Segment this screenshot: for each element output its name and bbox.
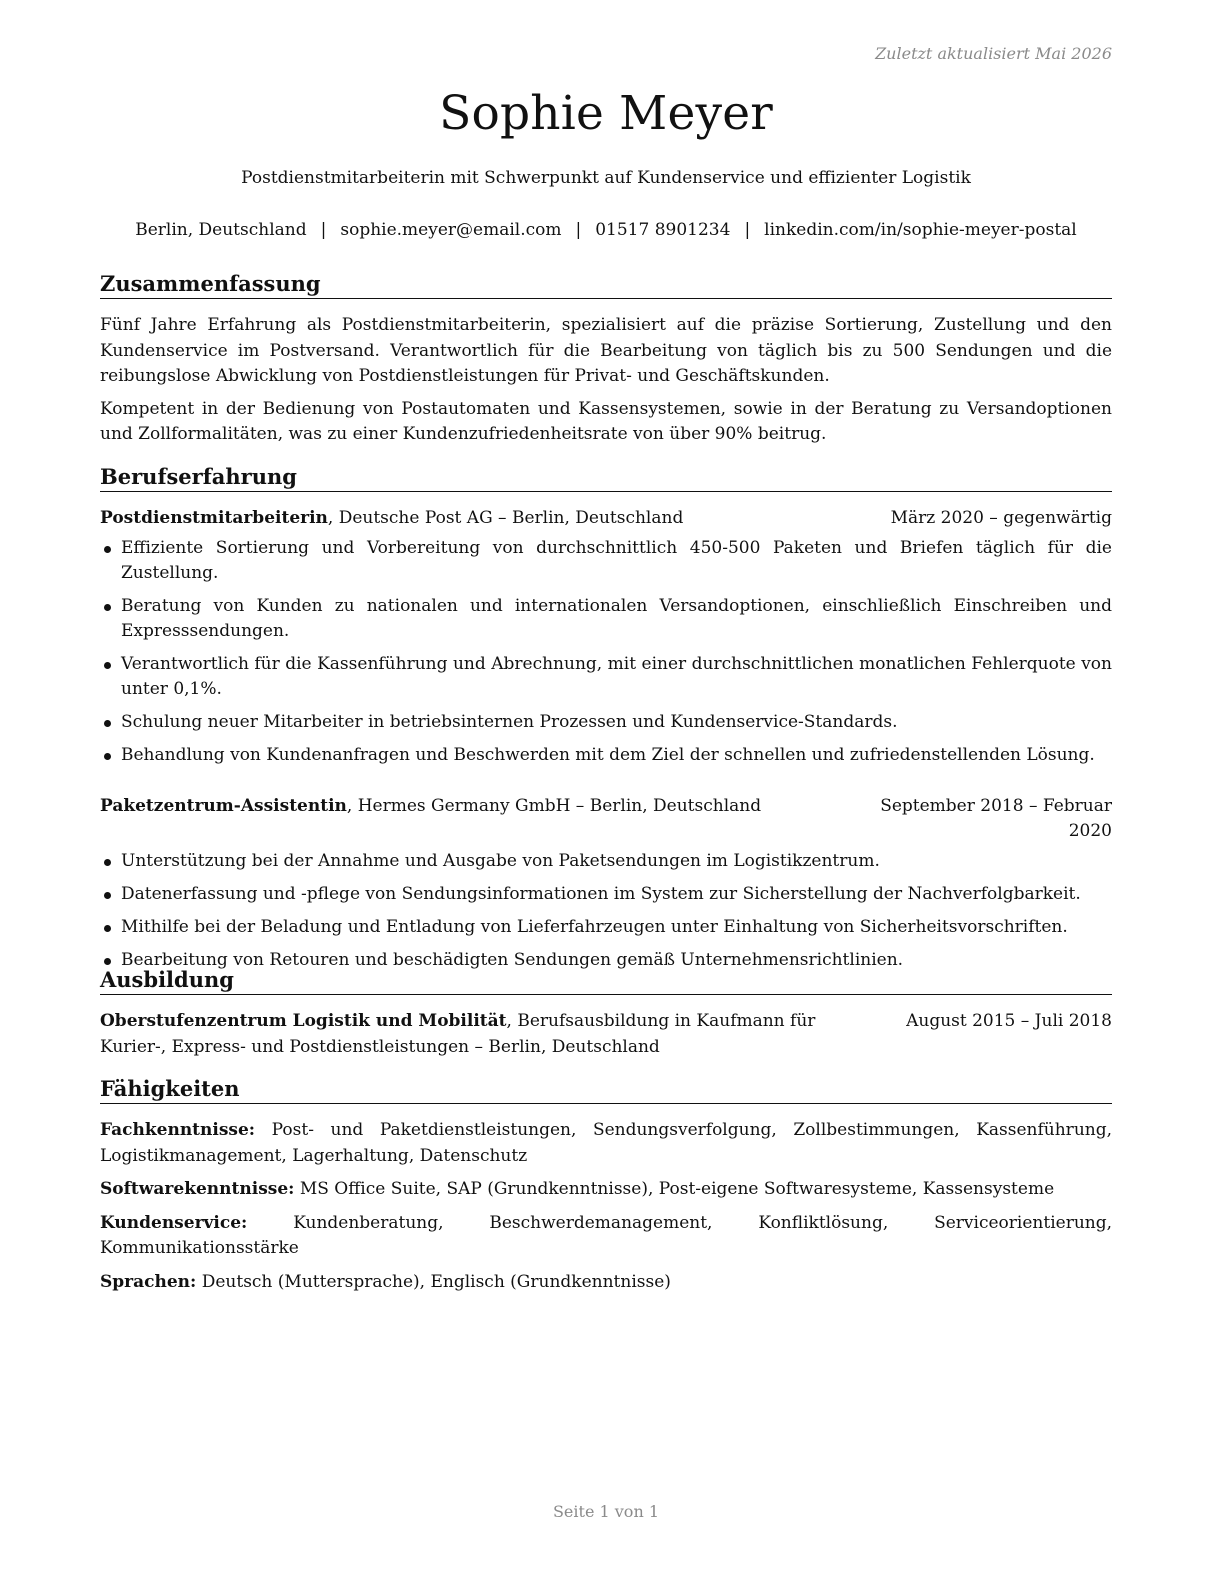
bullet-text: Unterstützung bei der Annahme und Ausgabe von Paketsendungen im Logistikzentrum. <box>121 850 880 871</box>
education-section <box>100 967 1112 1060</box>
experience-section <box>100 464 1112 973</box>
skill-label: Kundenservice: <box>100 1212 248 1233</box>
page-number: Seite 1 von 1 <box>552 1502 660 1521</box>
job-header <box>100 794 1112 845</box>
contact-line <box>100 220 1112 240</box>
bullet-text: Schulung neuer Mitarbeiter in betriebsinternen Prozessen und Kundenservice-Standards. <box>121 711 898 732</box>
job-header <box>100 506 1112 532</box>
bullet-text: Bearbeitung von Retouren und beschädigten Sendungen gemäß Unternehmensrichtlinien. <box>121 949 904 970</box>
bullet-icon <box>104 925 111 932</box>
job-dates: März 2020 – gegenwärtig <box>890 508 1112 528</box>
summary-paragraph: Kompetent in der Bedienung von Postautomaten und Kassensystemen, sowie in der Beratung zu Versandoptionen und Zollformalitäten, was zu einer Kundenzufriedenheitsrate von über 90% beitrug. <box>100 398 1112 444</box>
tagline: Postdienstmitarbeiterin mit Schwerpunkt auf Kundenservice und effizienter Logistik <box>241 168 971 188</box>
skill-value: MS Office Suite, SAP (Grundkenntnisse), Post-eigene Softwaresysteme, Kassensysteme <box>299 1179 1055 1199</box>
education-dates: August 2015 – Juli 2018 <box>906 1011 1112 1031</box>
bullet-text: Mithilfe bei der Beladung und Entladung von Lieferfahrzeugen unter Einhaltung von Sicherheitsvorschriften. <box>121 916 1068 937</box>
bullet-icon <box>104 892 111 899</box>
section-title-skills: Fähigkeiten <box>100 1076 1112 1104</box>
list-item <box>100 710 1112 735</box>
bullet-text: Beratung von Kunden zu nationalen und internationalen Versandoptionen, einschließlich Einschreiben und Expresssendungen. <box>121 595 1112 641</box>
contact-phone: 01517 8901234 <box>595 220 731 240</box>
contact-separator: | <box>320 220 327 240</box>
list-item <box>100 882 1112 907</box>
list-item <box>100 743 1112 768</box>
summary-section <box>100 271 1112 448</box>
education-detail: , Berufsausbildung in Kaufmann für Kurier-, Express- und Postdienstleistungen – Berlin, Deutschland <box>100 1011 816 1057</box>
skill-value: Post- und Paketdienstleistungen, Sendungsverfolgung, Zollbestimmungen, Kassenführung, Logistikmanagement, Lagerhaltung, Datenschutz <box>100 1120 1112 1166</box>
skill-row <box>100 1118 1112 1169</box>
skill-row <box>100 1177 1112 1203</box>
education-school: Oberstufenzentrum Logistik und Mobilität <box>100 1011 507 1031</box>
contact-linkedin[interactable]: linkedin.com/in/sophie-meyer-postal <box>764 220 1077 240</box>
bullet-icon <box>104 546 111 553</box>
skill-row <box>100 1270 1112 1296</box>
contact-email[interactable]: sophie.meyer@email.com <box>340 220 562 240</box>
job-company: , Hermes Germany GmbH – Berlin, Deutschland <box>346 795 762 816</box>
contact-separator: | <box>744 220 751 240</box>
bullet-icon <box>104 604 111 611</box>
skill-label: Fachkenntnisse: <box>100 1120 256 1140</box>
contact-separator: | <box>575 220 582 240</box>
contact-location: Berlin, Deutschland <box>135 220 307 240</box>
list-item <box>100 594 1112 644</box>
summary-paragraph: Fünf Jahre Erfahrung als Postdienstmitarbeiterin, spezialisiert auf die präzise Sortierung, Zustellung und den Kundenservice im Postversand. Verantwortlich für die Bearbeitung von täglich bis zu 500 Sendungen und die reibungslose Abwicklung von Postdienstleistungen für Privat- und Geschäftskunden. <box>100 315 1112 386</box>
job-role: Paketzentrum-Assistentin <box>100 795 347 816</box>
skill-value: Kundenberatung, Beschwerdemanagement, Konfliktlösung, Serviceorientierung, Kommunikationsstärke <box>100 1212 1112 1258</box>
job-dates: September 2018 – Februar 2020 <box>880 795 1112 841</box>
skills-section <box>100 1076 1112 1295</box>
bullet-icon <box>104 753 111 760</box>
section-title-summary: Zusammenfassung <box>100 271 1112 299</box>
list-item <box>100 849 1112 874</box>
bullet-icon <box>104 958 111 965</box>
list-item <box>100 536 1112 586</box>
section-title-education: Ausbildung <box>100 967 1112 995</box>
bullet-text: Effiziente Sortierung und Vorbereitung von durchschnittlich 450-500 Paketen und Briefen täglich für die Zustellung. <box>121 537 1112 583</box>
education-entry <box>100 1009 1112 1060</box>
skill-label: Softwarekenntnisse: <box>100 1179 295 1199</box>
skill-row <box>100 1211 1112 1262</box>
job-entry <box>100 794 1112 973</box>
section-title-experience: Berufserfahrung <box>100 464 1112 492</box>
bullet-text: Datenerfassung und -pflege von Sendungsinformationen im System zur Sicherstellung der Nachverfolgbarkeit. <box>121 883 1081 904</box>
resume-page <box>100 0 1112 1584</box>
bullet-text: Verantwortlich für die Kassenführung und Abrechnung, mit einer durchschnittlichen monatlichen Fehlerquote von unter 0,1%. <box>121 653 1112 699</box>
last-updated: Zuletzt aktualisiert Mai 2026 <box>875 44 1112 63</box>
list-item <box>100 915 1112 940</box>
skill-value: Deutsch (Muttersprache), Englisch (Grundkenntnisse) <box>201 1271 671 1292</box>
bullet-icon <box>104 662 111 669</box>
skill-label: Sprachen: <box>100 1271 197 1292</box>
bullet-icon <box>104 859 111 866</box>
bullet-text: Behandlung von Kundenanfragen und Beschwerden mit dem Ziel der schnellen und zufriedenstellenden Lösung. <box>121 744 1095 765</box>
job-bullets <box>100 849 1112 973</box>
job-entry <box>100 506 1112 768</box>
candidate-name: Sophie Meyer <box>439 86 773 141</box>
bullet-icon <box>104 720 111 727</box>
list-item <box>100 652 1112 702</box>
job-role: Postdienstmitarbeiterin <box>100 508 328 528</box>
job-company: , Deutsche Post AG – Berlin, Deutschland <box>327 508 684 528</box>
job-bullets <box>100 536 1112 768</box>
